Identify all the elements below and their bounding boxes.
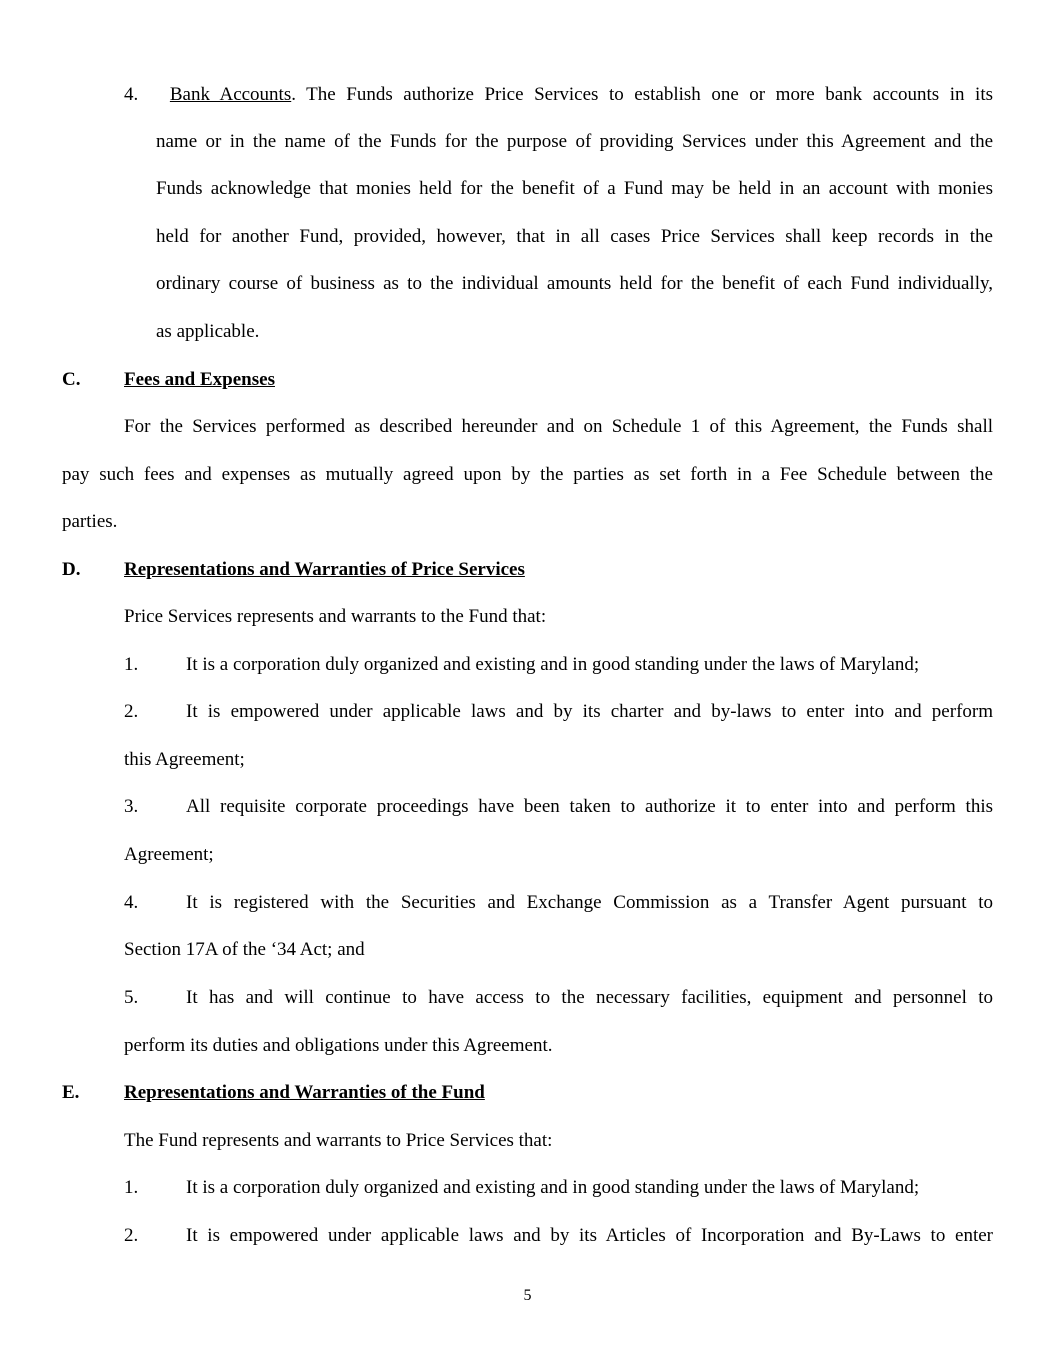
bank-accounts-heading: Bank Accounts: [169, 84, 292, 105]
section-c-heading: Fees and Expenses: [124, 369, 275, 390]
item-number: 4.: [124, 84, 139, 105]
section-d-item-2: 2. It is empowered under applicable laws and by its charter and by-laws to enter into and perform: [124, 701, 993, 722]
bank-accounts-line-6: as applicable.: [156, 321, 260, 342]
bank-accounts-line-4: held for another Fund, provided, however, that in all cases Price Services shall keep records in the: [156, 226, 993, 247]
bank-accounts-line-3: Funds acknowledge that monies held for the benefit of a Fund may be held in an account with monies: [156, 178, 993, 199]
section-e-letter: E.: [62, 1082, 80, 1103]
bank-accounts-line-2: name or in the name of the Funds for the purpose of providing Services under this Agreement and the: [156, 131, 993, 152]
bank-accounts-line-1: 4. Bank Accounts. The Funds authorize Price Services to establish one or more bank accounts in its: [124, 84, 993, 105]
section-d-item-1: 1. It is a corporation duly organized and existing and in good standing under the laws of Maryland;: [124, 654, 920, 675]
section-d-intro: Price Services represents and warrants to the Fund that:: [124, 606, 547, 627]
page-number: 5: [523, 1287, 532, 1304]
bank-accounts-line-5: ordinary course of business as to the individual amounts held for the benefit of each Fund individually,: [156, 273, 993, 294]
section-c-letter: C.: [62, 369, 81, 390]
section-d-item-5: 5. It has and will continue to have access to the necessary facilities, equipment and personnel to: [124, 987, 993, 1008]
section-e-item-1: 1. It is a corporation duly organized and existing and in good standing under the laws of Maryland;: [124, 1177, 920, 1198]
section-e-heading: Representations and Warranties of the Fund: [124, 1082, 485, 1103]
section-d-letter: D.: [62, 559, 81, 580]
section-c-line-2: pay such fees and expenses as mutually agreed upon by the parties as set forth in a Fee Schedule between the: [62, 464, 993, 485]
section-e-item-2: 2. It is empowered under applicable laws and by its Articles of Incorporation and By-Laws to enter: [124, 1225, 993, 1246]
section-c-line-1: For the Services performed as described hereunder and on Schedule 1 of this Agreement, the Funds shall: [124, 416, 993, 437]
section-d-item-4: 4. It is registered with the Securities and Exchange Commission as a Transfer Agent pursuant to: [124, 892, 993, 913]
section-d-item-5-cont: perform its duties and obligations under this Agreement.: [124, 1035, 553, 1056]
section-d-item-3: 3. All requisite corporate proceedings have been taken to authorize it to enter into and perform this: [124, 796, 993, 817]
section-c-line-3: parties.: [62, 511, 118, 532]
section-d-item-3-cont: Agreement;: [124, 844, 214, 865]
section-d-item-2-cont: this Agreement;: [124, 749, 245, 770]
section-d-heading: Representations and Warranties of Price Services: [124, 559, 525, 580]
section-d-item-4-cont: Section 17A of the ‘34 Act; and: [124, 939, 365, 960]
section-e-intro: The Fund represents and warrants to Price Services that:: [124, 1130, 553, 1151]
